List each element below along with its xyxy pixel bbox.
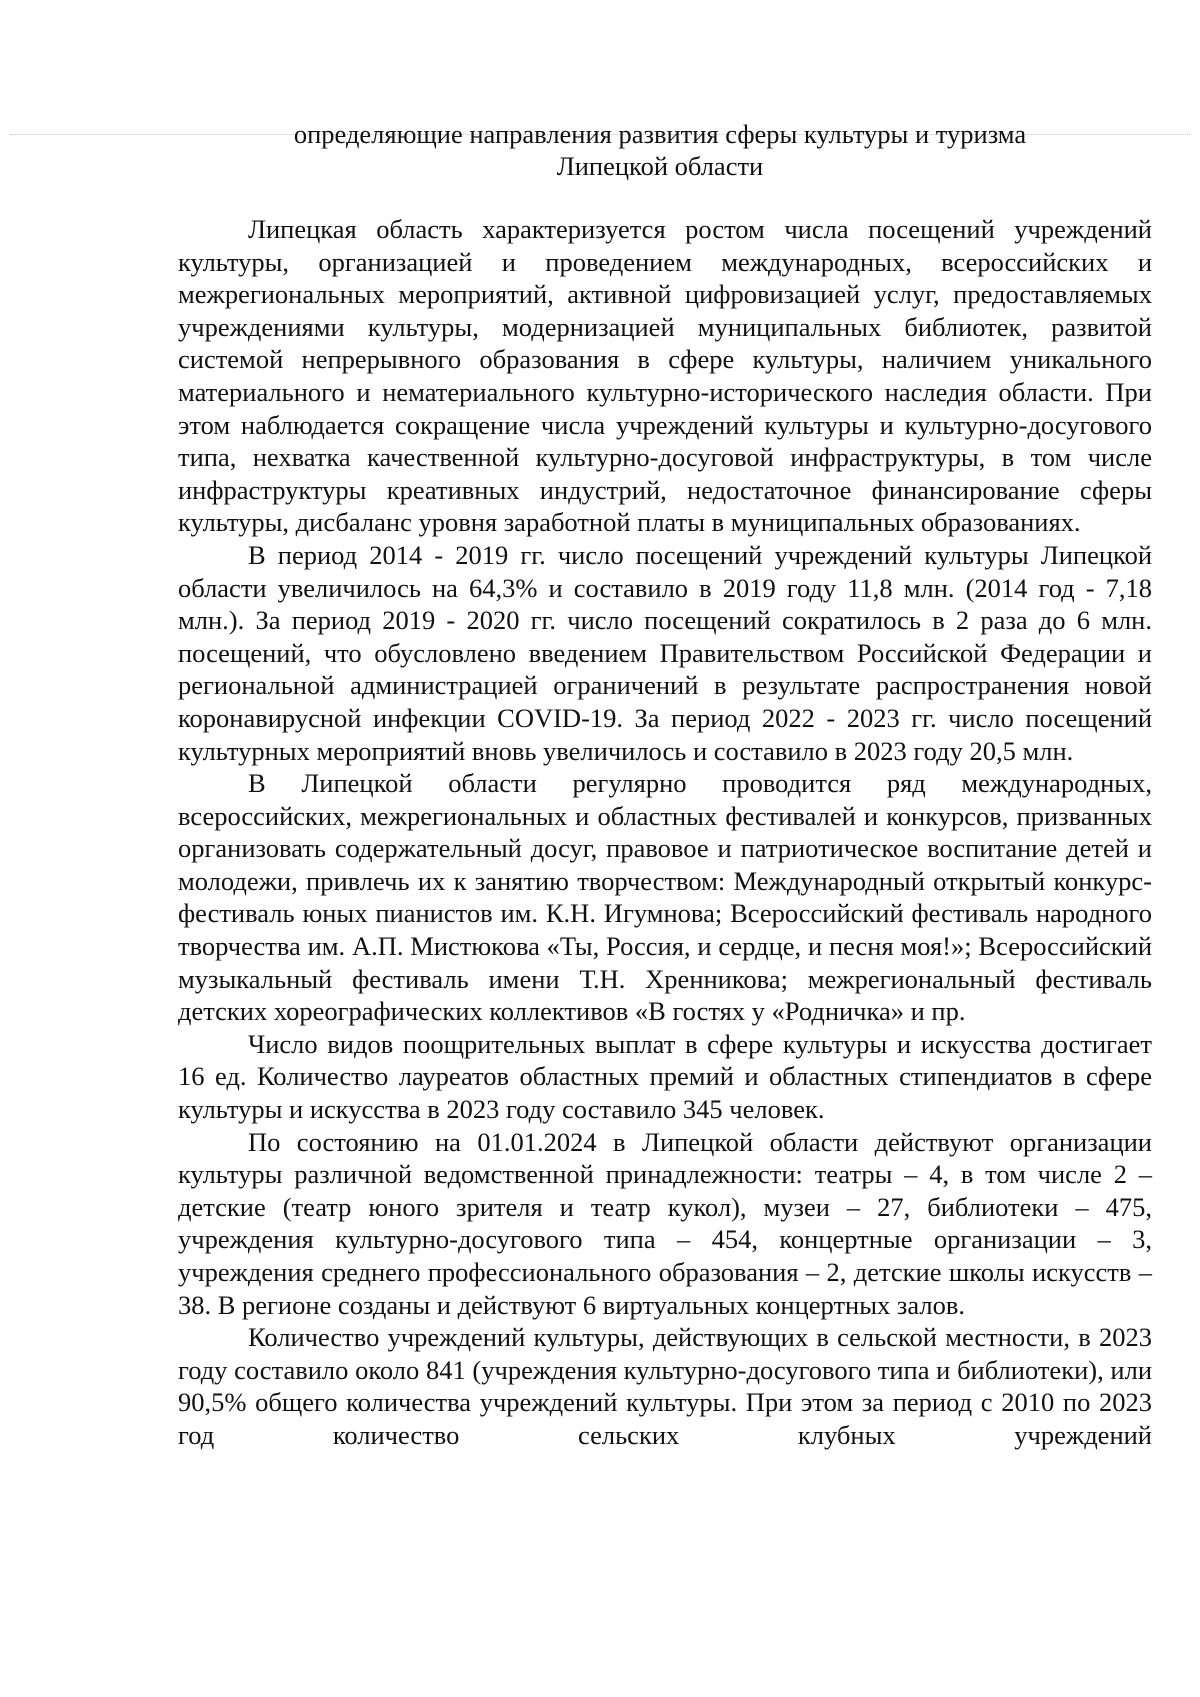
document-body <box>178 213 1152 1452</box>
heading-line-2: Липецкой области <box>556 151 764 181</box>
paragraph-festivals: В Липецкой области регулярно проводится ряд международных, всероссийских, межрегиональных и областных фестивалей и конкурсов, призванных организовать содержательный досуг, правовое и патриотическое воспитание детей и молодежи, привлечь их к занятию творчеством: Международный открытый конкурс-фестиваль юных пианистов им. К.Н. Игумнова; Всероссийский фестиваль народного творчества им. А.П. Мистюкова «Ты, Россия, и сердце, и песня моя!»; Всероссийский музыкальный фестиваль имени Т.Н. Хренникова; межрегиональный фестиваль детских хореографических коллективов «В гостях у «Родничка» и пр. <box>178 768 1152 1027</box>
paragraph-culture-overview: Липецкая область характеризуется ростом числа посещений учреждений культуры, организацией и проведением международных, всероссийских и межрегиональных мероприятий, активной цифровизацией услуг, предоставляемых учреждениями культуры, модернизацией муниципальных библиотек, развитой системой непрерывного образования в сфере культуры, наличием уникального материального и нематериального культурно-исторического наследия области. При этом наблюдается сокращение числа учреждений культуры и культурно-досугового типа, нехватка качественной культурно-досуговой инфраструктуры, в том числе инфраструктуры креативных индустрий, недостаточное финансирование сферы культуры, дисбаланс уровня заработной платы в муниципальных образованиях. <box>178 214 1152 538</box>
paragraph-rural-institutions: Количество учреждений культуры, действующих в сельской местности, в 2023 году составило около 841 (учреждения культурно-досугового типа и библиотеки), или 90,5% общего количества учреждений культуры. При этом за период с 2010 по 2023 год количество сельских клубных учреждений <box>178 1322 1152 1450</box>
paragraph-organizations-count: По состоянию на 01.01.2024 в Липецкой области действуют организации культуры различной ведомственной принадлежности: театры – 4, в том числе 2 – детские (театр юного зрителя и театр кукол), музеи – 27, библиотеки – 475, учреждения культурно-досугового типа – 454, концертные организации – 3, учреждения среднего профессионального образования – 2, детские школы искусств – 38. В регионе созданы и действуют 6 виртуальных концертных залов. <box>178 1126 1152 1320</box>
paragraph-visits-statistics: В период 2014 - 2019 гг. число посещений учреждений культуры Липецкой области увеличилось на 64,3% и составило в 2019 году 11,8 млн. (2014 год - 7,18 млн.). За период 2019 - 2020 гг. число посещений сократилось в 2 раза до 6 млн. посещений, что обусловлено введением Правительством Российской Федерации и региональной администрацией ограничений в результате распространения новой коронавирусной инфекции COVID-19. За период 2022 - 2023 гг. число посещений культурных мероприятий вновь увеличилось и составило в 2023 году 20,5 млн. <box>178 539 1152 766</box>
section-heading <box>180 118 1140 182</box>
paragraph-incentive-payments: Число видов поощрительных выплат в сфере культуры и искусства достигает 16 ед. Количество лауреатов областных премий и областных стипендиатов в сфере культуры и искусства в 2023 году составило 345 человек. <box>178 1028 1152 1125</box>
heading-line-1: определяющие направления развития сферы культуры и туризма <box>293 119 1027 149</box>
